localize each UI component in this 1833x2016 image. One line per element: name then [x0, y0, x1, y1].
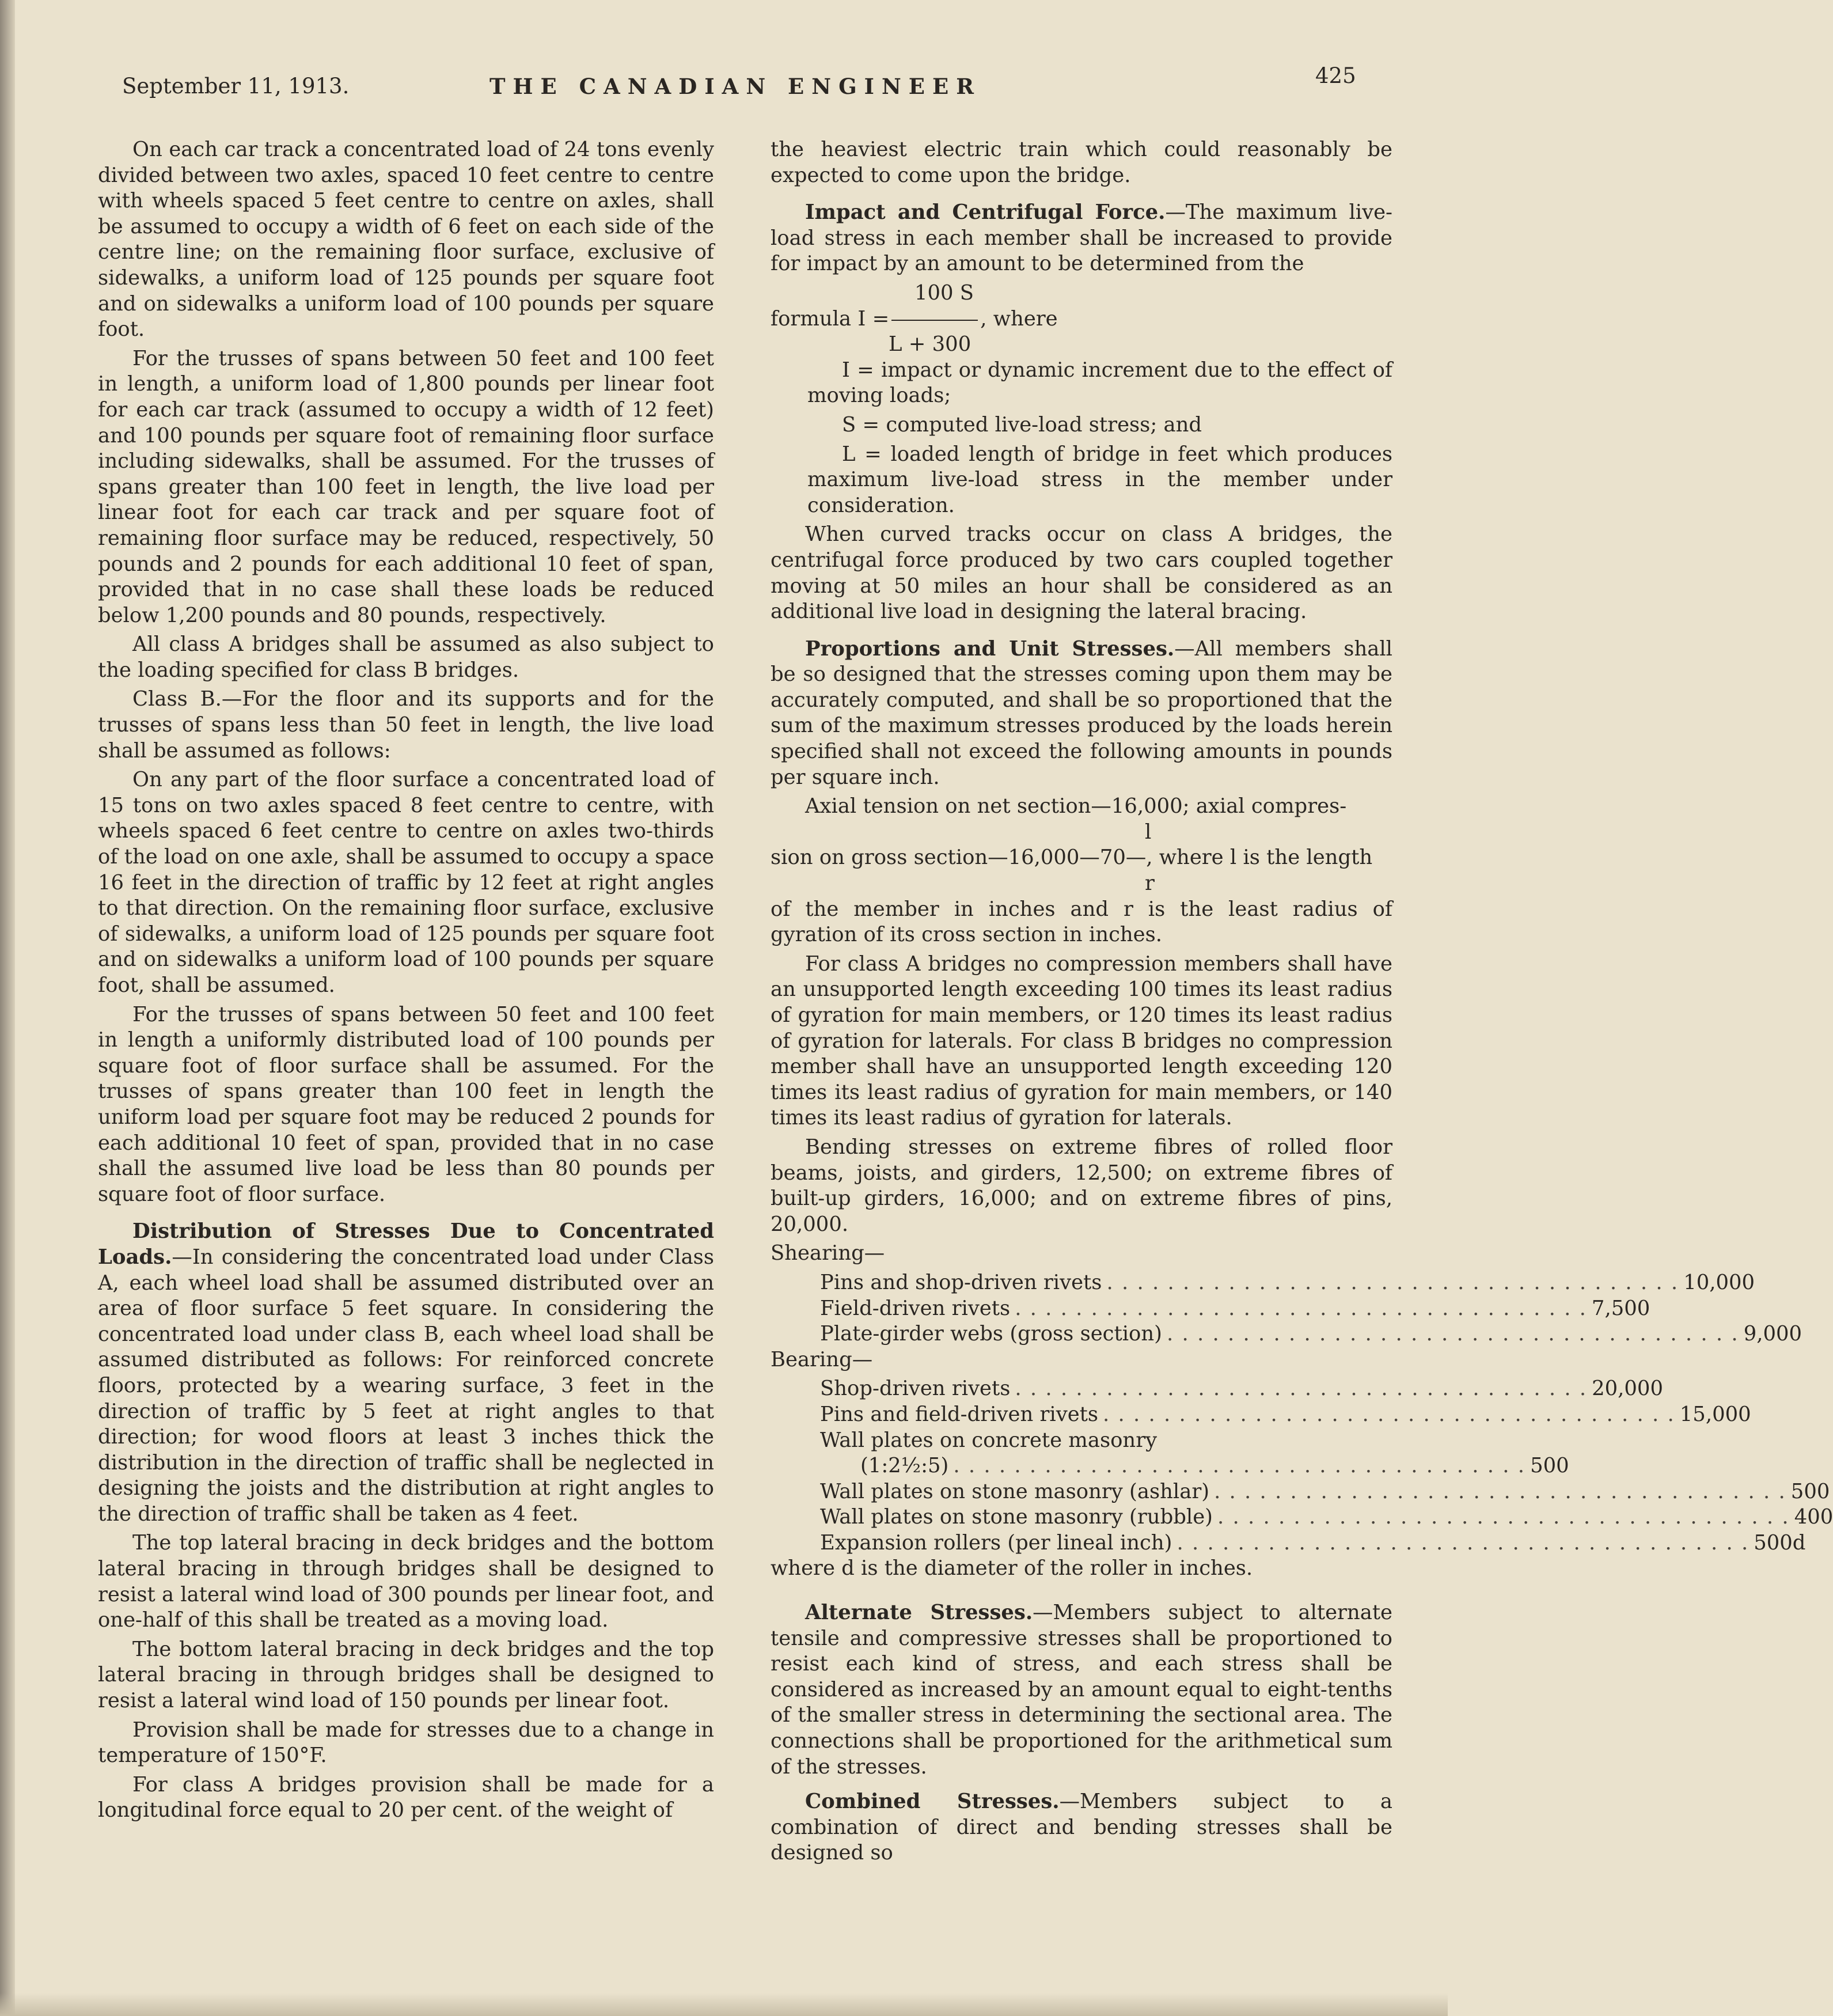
- leader-dots: . . . . . . . . . . . . . . . . . . . . . . . . . . . . . . . . . . . . . .: [1214, 1479, 1786, 1503]
- shearing-table: [771, 1270, 1802, 1347]
- leader-dots: . . . . . . . . . . . . . . . . . . . . . . . . . . . . . . . . . . . . . .: [1177, 1530, 1749, 1555]
- stress-row: [771, 1376, 1663, 1402]
- leader-dots: . . . . . . . . . . . . . . . . . . . . . . . . . . . . . . . . . . . . . .: [1103, 1402, 1675, 1426]
- bearing-title: Bearing—: [771, 1347, 873, 1371]
- stress-row: [771, 1270, 1755, 1296]
- paragraph: For class A bridges no compression members shall have an unsupported length exceeding 100 times its least radius of gyration for main members, or 120 times its least radius of gyration for laterals. For class B bridges no compression member shall have an unsupported length exceeding 120 times its least radius of gyration for main members, or 140 times its least radius of gyration for laterals.: [771, 952, 1392, 1130]
- formula-numerator: 100 S: [914, 281, 974, 305]
- section-text: —All members shall be so designed that the stresses coming upon them may be accurately computed, and shall be so proportioned that the sum of the maximum stresses produced by the loads herein specified shall not exceed the following amounts in pounds per square inch.: [771, 636, 1392, 789]
- impact-formula: [771, 281, 1392, 358]
- leader-dots: . . . . . . . . . . . . . . . . . . . . . . . . . . . . . . . . . . . . . .: [1106, 1270, 1679, 1294]
- section-heading: Combined Stresses.: [805, 1790, 1060, 1814]
- paragraph: The top lateral bracing in deck bridges and the bottom lateral bracing in through bridges shall be designed to resist a lateral wind load of 300 pounds per linear foot, and one-half of this shall be treated as a moving load.: [98, 1531, 714, 1632]
- paragraph: The bottom lateral bracing in deck bridges and the top lateral bracing in through bridges shall be designed to resist a lateral wind load of 150 pounds per linear foot.: [98, 1637, 714, 1713]
- section-text: —In considering the concentrated load under Class A, each wheel load shall be assumed distributed over an area of floor surface 5 feet square. In considering the concentrated load under class B, each wheel load shall be assumed distributed as follows: For reinforced concrete floors, protected by a wearing surface, 3 feet in the direction of traffic by 5 feet at right angles to that direction; for wood floors at least 3 inches thick the distribution in the direction of traffic shall be neglected in designing the joists and the distribution at right angles to the direction of traffic shall be taken as 4 feet.: [98, 1245, 714, 1526]
- paragraph: Provision shall be made for stresses due to a change in temperature of 150°F.: [98, 1718, 714, 1768]
- stress-row: [771, 1321, 1802, 1347]
- formula-denominator: L + 300: [889, 332, 971, 357]
- section-heading: Distribution of Stresses Due to Concentrated Loads.: [98, 1219, 714, 1269]
- stress-value: 15,000: [1679, 1402, 1751, 1426]
- stress-row: [771, 1479, 1830, 1505]
- formula-line: [771, 306, 1392, 332]
- stress-label: Plate-girder webs (gross section): [820, 1322, 1162, 1346]
- stress-row: [771, 1453, 1569, 1479]
- paragraph: On any part of the floor surface a concentrated load of 15 tons on two axles spaced 8 feet centre to centre, with wheels spaced 6 feet centre to centre on axles two-thirds of the load on one axle, shall be assumed to occupy a space 16 feet in the direction of traffic by 12 feet at right angles to that direction. On the remaining floor surface, exclusive of sidewalks, a uniform load of 125 pounds per square foot and on sidewalks a uniform load of 100 pounds per square foot, shall be assumed.: [98, 768, 714, 997]
- stress-label: Shop-driven rivets: [820, 1377, 1011, 1401]
- leader-dots: . . . . . . . . . . . . . . . . . . . . . . . . . . . . . . . . . . . . . .: [1166, 1322, 1739, 1346]
- section-heading: Alternate Stresses.: [805, 1601, 1033, 1625]
- stress-value: 400: [1794, 1505, 1833, 1529]
- paragraph: the heaviest electric train which could reasonably be expected to come upon the bridge.: [771, 138, 1392, 187]
- page-number: 425: [1315, 63, 1356, 88]
- bearing-note: where d is the diameter of the roller in inches.: [771, 1556, 1253, 1581]
- leader-dots: . . . . . . . . . . . . . . . . . . . . . . . . . . . . . . . . . . . . . .: [1217, 1505, 1790, 1529]
- section-paragraph: [771, 1789, 1392, 1866]
- stress-row: [771, 1428, 1392, 1454]
- journal-title: THE CANADIAN ENGINEER: [489, 74, 981, 99]
- section-paragraph: [771, 1600, 1392, 1780]
- stress-label: Wall plates on stone masonry (rubble): [820, 1505, 1213, 1529]
- stress-value: 9,000: [1743, 1322, 1802, 1346]
- leader-dots: . . . . . . . . . . . . . . . . . . . . . . . . . . . . . . . . . . . . . .: [1015, 1377, 1588, 1401]
- paragraph: of the member in inches and r is the least radius of gyration of its cross section in inches.: [771, 897, 1392, 947]
- definition-l: L = loaded length of bridge in feet which produces maximum live-load stress in the member under consideration.: [807, 442, 1392, 517]
- stress-label: (1:2½:5): [860, 1454, 949, 1478]
- bearing-table: [771, 1376, 1833, 1556]
- leader-dots: . . . . . . . . . . . . . . . . . . . . . . . . . . . . . . . . . . . . . .: [953, 1454, 1526, 1478]
- paragraph: All class A bridges shall be assumed as also subject to the loading specified for class B bridges.: [98, 632, 714, 682]
- stress-value: 500: [1530, 1454, 1569, 1478]
- paragraph: sion on gross section—16,000—70—, where l is the length: [771, 846, 1373, 870]
- stress-label: Pins and shop-driven rivets: [820, 1270, 1102, 1294]
- section-paragraph: [771, 200, 1392, 277]
- stress-label: Field-driven rivets: [820, 1296, 1011, 1320]
- section-paragraph: [98, 1219, 714, 1527]
- section-text: —The maximum live-load stress in each member shall be increased to provide for impact by an amount to be determined from the: [771, 200, 1392, 276]
- formula-tail: , where: [980, 306, 1058, 331]
- paragraph: Class B.—For the floor and its supports and for the trusses of spans less than 50 feet in length, the live load shall be assumed as follows:: [98, 687, 714, 763]
- formula-lead: formula I =: [771, 306, 890, 331]
- stress-value: 500: [1790, 1479, 1830, 1503]
- section-heading: Impact and Centrifugal Force.: [805, 200, 1166, 225]
- fraction-bar: [891, 320, 978, 321]
- page-bottom-shadow: [0, 1993, 1448, 2016]
- stress-value: 10,000: [1683, 1270, 1755, 1294]
- paragraph: For the trusses of spans between 50 feet and 100 feet in length a uniformly distributed load of 100 pounds per square foot of floor surface shall be assumed. For the trusses of spans greater than 100 feet in length the uniform load per square foot may be reduced 2 pounds for each additional 10 feet of span, provided that in no case shall the assumed live load be less than 80 pounds per square foot of floor surface.: [98, 1002, 714, 1206]
- paragraph: For class A bridges provision shall be made for a longitudinal force equal to 20 per cent. of the weight of: [98, 1772, 714, 1822]
- paragraph: On each car track a concentrated load of 24 tons evenly divided between two axles, spaced 10 feet centre to centre with wheels spaced 5 feet centre to centre on axles, shall be assumed to occupy a width of 6 feet on each side of the centre line; on the remaining floor surface, exclusive of sidewalks, a uniform load of 125 pounds per square foot and on sidewalks a uniform load of 100 pounds per square foot.: [98, 138, 714, 342]
- section-heading: Proportions and Unit Stresses.: [805, 636, 1175, 661]
- definition-s: S = computed live-load stress; and: [842, 412, 1202, 437]
- stress-value: 500d: [1754, 1530, 1806, 1555]
- section-text: —Members subject to a combination of direct and bending stresses shall be designed so: [771, 1790, 1393, 1865]
- paragraph: Bending stresses on extreme fibres of rolled floor beams, joists, and girders, 12,500; on extreme fibres of built-up girders, 16,000; and on extreme fibres of pins, 20,000.: [771, 1135, 1392, 1236]
- section-text: —Members subject to alternate tensile and compressive stresses shall be proportioned to resist each kind of stress, and each stress shall be considered as increased by an amount equal to eight-tenths of the smaller stress in determining the sectional area. The connections shall be proportioned for the arithmetical sum of the stresses.: [771, 1601, 1392, 1779]
- section-paragraph: [771, 636, 1392, 791]
- stress-label: Wall plates on stone masonry (ashlar): [820, 1479, 1210, 1503]
- paragraph: For the trusses of spans between 50 feet and 100 feet in length, a uniform load of 1,800 pounds per linear foot for each car track (assumed to occupy a width of 12 feet) and 100 pounds per square foot of remaining floor surface including sidewalks, shall be assumed. For the trusses of spans greater than 100 feet in length, the live load per linear foot for each car track and per square foot of remaining floor surface may be reduced, respectively, 50 pounds and 2 pounds for each additional 10 feet of span, provided that in no case shall these loads be reduced below 1,200 pounds and 80 pounds, respectively.: [98, 346, 714, 627]
- left-column: [98, 137, 714, 1827]
- stress-row: [771, 1402, 1751, 1428]
- definition-i: I = impact or dynamic increment due to the effect of moving loads;: [807, 358, 1392, 408]
- stress-value: 7,500: [1591, 1296, 1650, 1320]
- leader-dots: . . . . . . . . . . . . . . . . . . . . . . . . . . . . . . . . . . . . . .: [1015, 1296, 1587, 1320]
- stress-label: Wall plates on concrete masonry: [820, 1428, 1158, 1452]
- header-date: September 11, 1913.: [122, 74, 350, 98]
- paragraph: Axial tension on net section—16,000; axial compres-: [805, 794, 1347, 818]
- stress-row: [771, 1505, 1833, 1530]
- stress-row: [771, 1296, 1650, 1322]
- stress-value: 20,000: [1592, 1377, 1663, 1401]
- stress-label: Pins and field-driven rivets: [820, 1402, 1099, 1426]
- fraction-denominator: r: [1145, 871, 1155, 896]
- page-gutter-shadow: [0, 0, 15, 2016]
- paragraph: When curved tracks occur on class A bridges, the centrifugal force produced by two cars coupled together moving at 50 miles an hour shall be considered as an additional live load in designing the lateral bracing.: [771, 522, 1392, 624]
- stress-row: [771, 1530, 1806, 1556]
- stress-label: Expansion rollers (per lineal inch): [820, 1530, 1172, 1555]
- shearing-title: Shearing—: [771, 1241, 885, 1265]
- fraction-numerator: l: [1145, 820, 1152, 844]
- right-column: [771, 137, 1833, 1870]
